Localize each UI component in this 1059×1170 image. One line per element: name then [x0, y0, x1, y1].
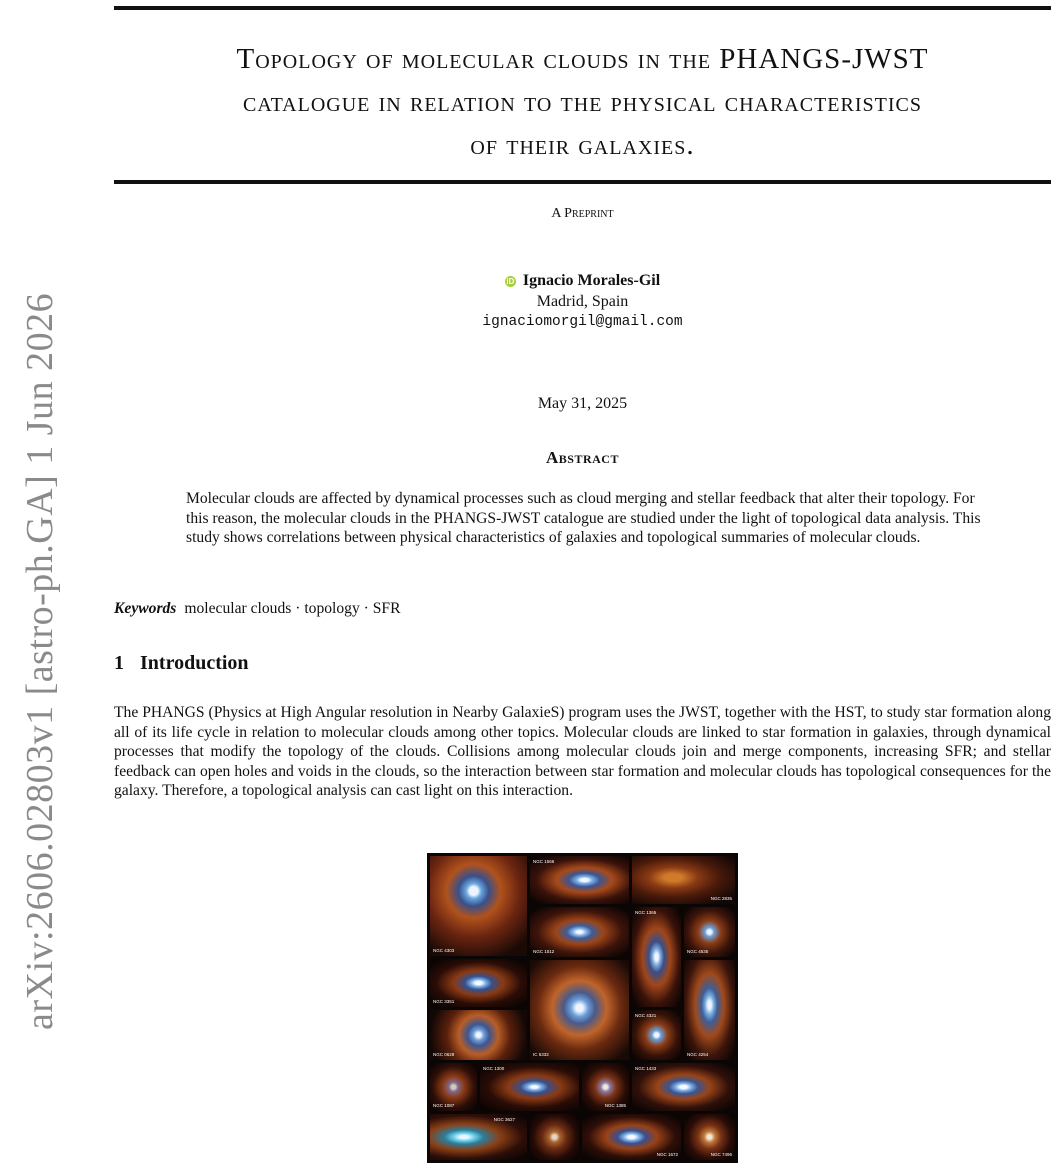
- galaxy-tile-label: NGC 1087: [433, 1103, 455, 1108]
- galaxy-tile: [430, 1114, 527, 1160]
- arxiv-sidebar-identifier: arXiv:2606.02803v1 [astro-ph.GA] 1 Jun 2026: [19, 292, 61, 1030]
- galaxy-tile: [684, 907, 735, 957]
- abstract-heading: Abstract: [546, 448, 619, 467]
- paper-title: [114, 38, 1051, 167]
- galaxy-tile: [632, 1063, 735, 1111]
- keywords-list: molecular clouds · topology · SFR: [184, 600, 401, 617]
- galaxy-tile: [632, 907, 681, 1007]
- galaxy-tile: [530, 856, 629, 904]
- galaxy-tile-label: IC 5332: [533, 1052, 549, 1057]
- galaxy-tile-label: NGC 1300: [483, 1066, 505, 1071]
- galaxy-tile: [684, 1114, 735, 1160]
- paper-title-line: catalogue in relation to the physical characteristics: [243, 86, 922, 118]
- galaxy-tile: [530, 907, 629, 957]
- title-rule-bottom: [114, 180, 1051, 184]
- author-block: [114, 270, 1051, 333]
- galaxy-tile-label: NGC 1672: [656, 1152, 678, 1157]
- galaxy-tile: [430, 1010, 527, 1060]
- author-email[interactable]: ignaciomorgil@gmail.com: [482, 314, 683, 330]
- galaxy-tile-label: NGC 1512: [533, 949, 555, 954]
- galaxy-tile: [632, 856, 735, 904]
- galaxy-tile: [582, 1114, 681, 1160]
- galaxy-tile: [530, 960, 629, 1060]
- galaxy-tile-label: NGC 4303: [433, 948, 455, 953]
- keywords: [114, 600, 1051, 618]
- section-number: 1: [114, 652, 124, 674]
- abstract-text: Molecular clouds are affected by dynamical processes such as cloud merging and stellar feedback that alter their topology. For this reason, the molecular clouds in the PHANGS-JWST catalogue are studied under the light of topological data analysis. This study shows correlations between physical characteristics of galaxies and topological summaries of molecular clouds.: [186, 490, 981, 546]
- section-heading-introduction: [114, 652, 249, 675]
- title-rule-top: [114, 6, 1051, 10]
- paper-date: May 31, 2025: [537, 395, 628, 412]
- galaxy-tile-label: NGC 2835: [710, 896, 732, 901]
- galaxy-tile-label: NGC 4535: [687, 949, 709, 954]
- galaxy-tile: [684, 960, 735, 1060]
- author-name: Ignacio Morales-Gil: [522, 272, 661, 289]
- author-affiliation: Madrid, Spain: [536, 293, 629, 310]
- galaxy-tile: [632, 1010, 681, 1060]
- orcid-icon[interactable]: iD: [506, 277, 515, 286]
- galaxy-tile-label: NGC 0628: [433, 1052, 455, 1057]
- galaxy-tile-label: NGC 1365: [635, 910, 657, 915]
- galaxy-tile: [430, 1063, 477, 1111]
- section-title: Introduction: [140, 652, 249, 674]
- galaxy-tile-label: NGC 1433: [635, 1066, 657, 1071]
- galaxy-tile-label: NGC 4321: [635, 1013, 657, 1018]
- galaxy-tile: [480, 1063, 579, 1111]
- introduction-paragraph: The PHANGS (Physics at High Angular resolution in Nearby GalaxieS) program uses the JWST, together with the HST, to study star formation along all of its life cycle in relation to molecular clouds among other topics. Molecular clouds are linked to star formation in galaxies, through dynamical processes that modify the topology of the clouds. Collisions among molecular clouds join and merge components, increasing SFR; and stellar feedback can open holes and voids in the clouds, so the interaction between star formation and molecular clouds has topological consequences for the galaxy. Therefore, a topological analysis can cast light on this interaction.: [114, 704, 1051, 799]
- galaxy-mosaic-figure: [427, 853, 738, 1163]
- galaxy-tile: [430, 856, 527, 956]
- galaxy-tile-label: NGC 3627: [493, 1117, 515, 1122]
- galaxy-tile-label: NGC 1385: [604, 1103, 626, 1108]
- galaxy-tile: [430, 959, 527, 1007]
- galaxy-tile-label: NGC 3351: [433, 999, 455, 1004]
- paper-title-line: Topology of molecular clouds in the PHANGS-JWST: [236, 43, 929, 75]
- galaxy-tile-label: NGC 1566: [533, 859, 555, 864]
- galaxy-tile: [582, 1063, 629, 1111]
- galaxy-tile-label: NGC 4254: [687, 1052, 709, 1057]
- keywords-label: Keywords: [114, 600, 177, 617]
- galaxy-tile: [530, 1114, 579, 1160]
- galaxy-tile-label: NGC 7496: [710, 1152, 732, 1157]
- preprint-label: A Preprint: [551, 206, 614, 221]
- paper-title-line: of their galaxies.: [470, 129, 695, 161]
